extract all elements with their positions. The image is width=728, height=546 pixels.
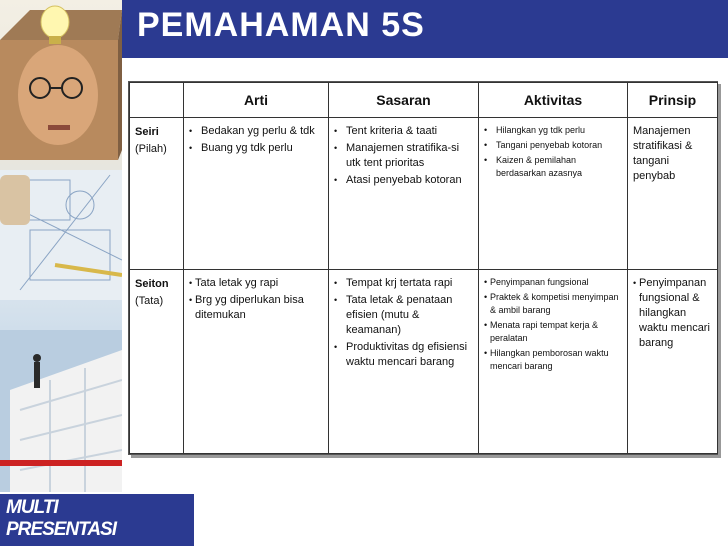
list-item: • Tangani penyebab kotoran — [484, 139, 622, 152]
row-sublabel: (Pilah) — [135, 143, 167, 155]
header-arti: Arti — [184, 83, 329, 118]
sasaran-cell — [329, 118, 479, 270]
row-label: Seiton — [135, 278, 169, 290]
table-row — [130, 270, 718, 454]
list-item: • Produktivitas dg efisiensi waktu mencari barang — [334, 340, 473, 370]
list-item: • Hilangkan pemborosan waktu mencari barang — [484, 347, 622, 373]
list-item: • Hilangkan yg tdk perlu — [484, 124, 622, 137]
arti-cell — [184, 118, 329, 270]
row-label-cell — [130, 118, 184, 270]
person-figure — [34, 362, 40, 388]
left-decorative-art — [0, 0, 122, 492]
row-label: Seiri — [135, 126, 159, 138]
prinsip-cell — [628, 270, 718, 454]
table-header-row — [130, 83, 718, 118]
illustration-collage — [0, 0, 122, 492]
brand-logo-text — [6, 497, 116, 541]
slide-title: PEMAHAMAN 5S — [137, 6, 425, 44]
header-aktivitas: Aktivitas — [479, 83, 628, 118]
aktivitas-cell — [479, 118, 628, 270]
header-cell-empty — [130, 83, 184, 118]
lightbulb-icon — [41, 6, 69, 38]
row-sublabel: (Tata) — [135, 295, 164, 307]
list-item: • Bedakan yg perlu & tdk — [189, 124, 323, 139]
list-item: • Penyimpanan fungsional — [484, 276, 622, 289]
list-item: • Menata rapi tempat kerja & peralatan — [484, 319, 622, 345]
principles-table — [128, 81, 718, 455]
list-item: • Manajemen stratifika-si utk tent prioritas — [334, 141, 473, 171]
list-item: • Tempat krj tertata rapi — [334, 276, 473, 291]
arti-cell — [184, 270, 329, 454]
prinsip-cell: Manajemen stratifikasi & tangani penybab — [628, 118, 718, 270]
list-item: • Praktek & kompetisi menyimpan & ambil barang — [484, 291, 622, 317]
aktivitas-cell — [479, 270, 628, 454]
list-item: • Kaizen & pemilahan berdasarkan azasnya — [484, 154, 622, 180]
sasaran-cell — [329, 270, 479, 454]
header-prinsip: Prinsip — [628, 83, 718, 118]
table-row — [130, 118, 718, 270]
header-sasaran: Sasaran — [329, 83, 479, 118]
list-item: • Buang yg tdk perlu — [189, 141, 323, 156]
brand-line-2: PRESENTASI — [6, 519, 117, 540]
list-item: • Penyimpanan fungsional & hilangkan waktu mencari barang — [633, 276, 712, 351]
list-item: • Tata letak yg rapi — [189, 276, 323, 291]
list-item: • Tent kriteria & taati — [334, 124, 473, 139]
list-item: • Atasi penyebab kotoran — [334, 173, 473, 188]
brand-box — [0, 494, 194, 546]
list-item: • Brg yg diperlukan bisa ditemukan — [189, 293, 323, 323]
row-label-cell — [130, 270, 184, 454]
list-item: • Tata letak & penataan efisien (mutu & keamanan) — [334, 293, 473, 338]
brand-line-1: MULTI — [6, 497, 58, 518]
